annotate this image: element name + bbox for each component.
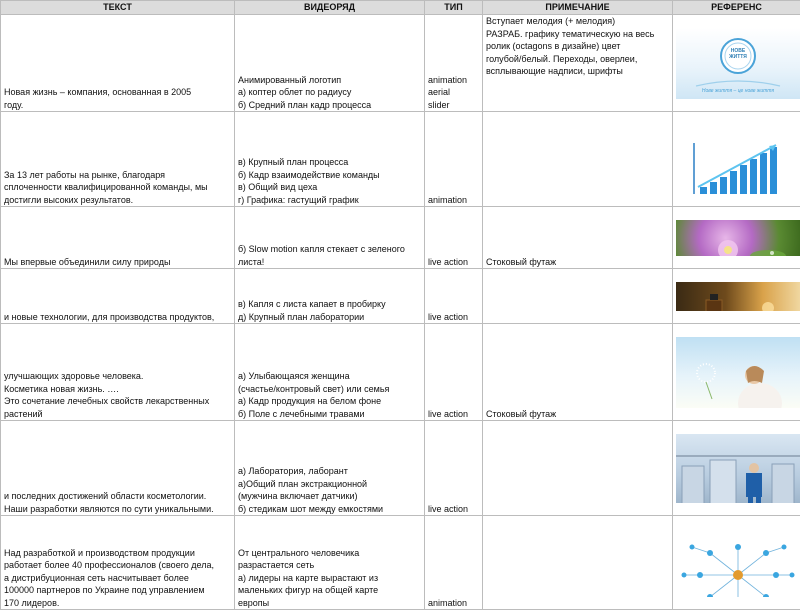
cell-text[interactable]: и последних достижений области косметологии. Наши разработки являются по сути уникальными. xyxy=(1,421,235,516)
table-row xyxy=(1,421,800,516)
laboratory-image xyxy=(676,434,800,503)
header-reference[interactable]: РЕФЕРЕНС xyxy=(673,1,800,15)
cell-reference[interactable] xyxy=(673,269,800,324)
cell-reference[interactable] xyxy=(673,421,800,516)
header-text[interactable]: ТЕКСТ xyxy=(1,1,235,15)
header-type[interactable]: ТИП xyxy=(425,1,483,15)
cell-text[interactable]: Новая жизнь – компания, основанная в 2005 году. xyxy=(1,15,235,112)
cell-video[interactable]: в) Крупный план процесса б) Кадр взаимодействие команды в) Общий вид цеха г) Графика: гастущий график xyxy=(235,112,425,207)
logo-wordmark: НОВЕ ЖИТТЯ xyxy=(721,48,755,60)
cell-text[interactable]: улучшающих здоровье человека. Косметика новая жизнь. …. Это сочетание лечебных свойств лекарственных растений xyxy=(1,324,235,421)
people-network-image xyxy=(676,529,800,597)
cell-video[interactable]: От центрального человечика разрастается сеть а) лидеры на карте вырастают из маленьких фигур на общей карте европы xyxy=(235,516,425,610)
cell-text[interactable]: Над разработкой и производством продукции работает более 40 профессионалов (своего дела, а дистрибуционная сеть насчитывает более 100000 партнеров по Украине под управлением 170 лидеров. xyxy=(1,516,235,610)
chart-graphic xyxy=(676,137,800,194)
flower-graphic xyxy=(676,232,800,256)
cell-type[interactable]: animation aerial slider xyxy=(425,15,483,112)
table-row xyxy=(1,112,800,207)
logo-caption: Нове життя – це нове життя xyxy=(676,88,800,94)
cell-reference[interactable] xyxy=(673,516,800,610)
woman-dandelion-image xyxy=(676,337,800,408)
cell-type[interactable]: animation xyxy=(425,516,483,610)
cell-text[interactable]: За 13 лет работы на рынке, благодаря сплоченности квалифицированной команды, мы достигли высоких результатов. xyxy=(1,112,235,207)
cell-video[interactable]: б) Slow motion капля стекает с зеленого листа! xyxy=(235,207,425,269)
cell-note[interactable]: Стоковый футаж xyxy=(483,324,673,421)
header-row xyxy=(1,1,800,15)
woman-graphic xyxy=(676,349,800,408)
dropper-bottle-image xyxy=(676,282,800,311)
cell-type[interactable]: live action xyxy=(425,269,483,324)
bottle-graphic xyxy=(676,294,800,311)
cell-note[interactable] xyxy=(483,112,673,207)
cell-type[interactable]: animation xyxy=(425,112,483,207)
cell-type[interactable]: live action xyxy=(425,421,483,516)
header-note[interactable]: ПРИМЕЧАНИЕ xyxy=(483,1,673,15)
cell-video[interactable]: а) Улыбающаяся женщина (счастье/контровый свет) или семья а) Кадр продукция на белом фоне б) Поле с лечебными травами xyxy=(235,324,425,421)
table-row xyxy=(1,207,800,269)
cell-text[interactable]: Мы впервые объединили силу природы xyxy=(1,207,235,269)
cell-type[interactable]: live action xyxy=(425,207,483,269)
cell-video[interactable]: в) Капля с листа капает в пробирку д) Крупный план лаборатории xyxy=(235,269,425,324)
network-graphic xyxy=(676,541,800,597)
cell-reference[interactable] xyxy=(673,324,800,421)
cell-note[interactable]: Стоковый футаж xyxy=(483,207,673,269)
lab-graphic xyxy=(676,446,800,503)
table-row xyxy=(1,516,800,610)
table-row xyxy=(1,324,800,421)
growing-chart-image xyxy=(676,125,800,194)
cell-reference[interactable] xyxy=(673,112,800,207)
cell-note[interactable]: Вступает мелодия (+ мелодия) РАЗРАБ. графику тематическую на весь ролик (octagons в дизайне) цвет голубой/белый. Переходы, оверлеи, всплывающие надписи, шрифты xyxy=(483,15,673,112)
new-life-logo-image xyxy=(676,28,800,99)
cell-note[interactable] xyxy=(483,516,673,610)
cell-note[interactable] xyxy=(483,421,673,516)
cell-note[interactable] xyxy=(483,269,673,324)
cell-reference[interactable] xyxy=(673,207,800,269)
header-video[interactable]: ВИДЕОРЯД xyxy=(235,1,425,15)
cell-reference[interactable] xyxy=(673,15,800,112)
flower-droplet-image xyxy=(676,220,800,256)
cell-video[interactable]: а) Лаборатория, лаборант а)Общий план экстракционной (мужчина включает датчики) б) стедикам шот между емкостями xyxy=(235,421,425,516)
table-row xyxy=(1,269,800,324)
cell-text[interactable]: и новые технологии, для производства продуктов, xyxy=(1,269,235,324)
cell-video[interactable]: Анимированный логотип а) коптер облет по радиусу б) Средний план кадр процесса xyxy=(235,15,425,112)
cell-type[interactable]: live action xyxy=(425,324,483,421)
table-row xyxy=(1,15,800,112)
